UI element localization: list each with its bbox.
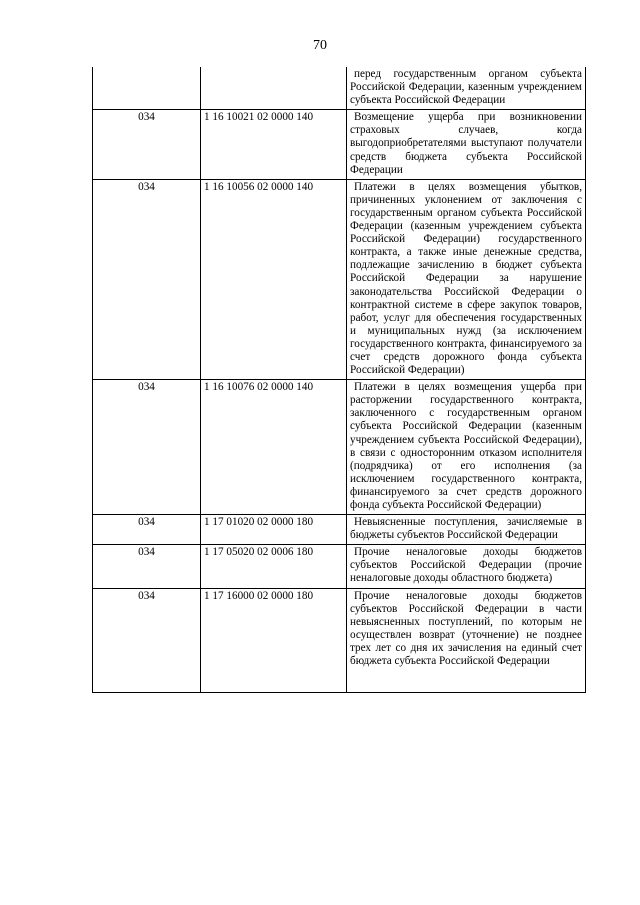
income-code-cell: 1 17 05020 02 0006 180 bbox=[201, 545, 347, 588]
admin-code-cell bbox=[93, 67, 201, 110]
table-row bbox=[93, 380, 586, 515]
table-row bbox=[93, 545, 586, 588]
description-cell bbox=[347, 515, 586, 545]
description-cell bbox=[347, 545, 586, 588]
income-code-cell: 1 16 10076 02 0000 140 bbox=[201, 380, 347, 515]
admin-code-cell: 034 bbox=[93, 588, 201, 692]
table-row bbox=[93, 588, 586, 692]
description-cell bbox=[347, 67, 586, 110]
page-number: 70 bbox=[313, 38, 327, 53]
table-row bbox=[93, 515, 586, 545]
admin-code-cell: 034 bbox=[93, 380, 201, 515]
description-text: Невыясненные поступления, зачисляемые в бюджеты субъектов Российской Федерации bbox=[350, 516, 582, 542]
income-code-cell: 1 17 16000 02 0000 180 bbox=[201, 588, 347, 692]
description-text: Платежи в целях возмещения убытков, причиненных уклонением от заключения с государственным органом субъекта Российской Федерации (казенным учреждением субъекта Российской Федерации) государственного контракта, а также иные денежные средства, подлежащие зачислению в бюджет субъекта Российской Федерации за нарушение законодательства Российской Федерации о контрактной системе в сфере закупок товаров, работ, услуг для обеспечения государственных и муниципальных нужд (за исключением государственного контракта, финансируемого за счет средств дорожного фонда субъекта Российской Федерации) bbox=[350, 180, 582, 377]
income-code-cell bbox=[201, 67, 347, 110]
income-code-cell: 1 17 01020 02 0000 180 bbox=[201, 515, 347, 545]
admin-code-cell: 034 bbox=[93, 515, 201, 545]
description-cell bbox=[347, 179, 586, 379]
table-row bbox=[93, 110, 586, 179]
description-text: Прочие неналоговые доходы бюджетов субъектов Российской Федерации (прочие неналоговые доходы областного бюджета) bbox=[350, 546, 582, 585]
admin-code-cell: 034 bbox=[93, 545, 201, 588]
admin-code-cell: 034 bbox=[93, 179, 201, 379]
description-text: Возмещение ущерба при возникновении страховых случаев, когда выгодоприобретателями выступают получатели средств бюджета субъекта Российской Федерации bbox=[350, 111, 582, 176]
income-code-cell: 1 16 10021 02 0000 140 bbox=[201, 110, 347, 179]
description-cell bbox=[347, 588, 586, 692]
description-text: перед государственным органом субъекта Российской Федерации, казенным учреждением субъекта Российской Федерации bbox=[350, 68, 582, 107]
table-row bbox=[93, 67, 586, 110]
description-cell bbox=[347, 380, 586, 515]
table-row bbox=[93, 179, 586, 379]
description-text: Платежи в целях возмещения ущерба при расторжении государственного контракта, заключенного с государственным органом субъекта Российской Федерации (казенным учреждением субъекта Российской Федерации), в связи с односторонним отказом исполнителя (подрядчика) от его исполнения (за исключением государственного контракта, финансируемого за счет средств дорожного фонда субъекта Российской Федерации) bbox=[350, 381, 582, 511]
admin-code-cell: 034 bbox=[93, 110, 201, 179]
description-cell bbox=[347, 110, 586, 179]
budget-income-table bbox=[92, 67, 586, 693]
description-text: Прочие неналоговые доходы бюджетов субъектов Российской Федерации в части невыясненных поступлений, по которым не осуществлен возврат (уточнение) не позднее трех лет со дня их зачисления на единый счет бюджета субъекта Российской Федерации bbox=[350, 589, 582, 668]
income-code-cell: 1 16 10056 02 0000 140 bbox=[201, 179, 347, 379]
